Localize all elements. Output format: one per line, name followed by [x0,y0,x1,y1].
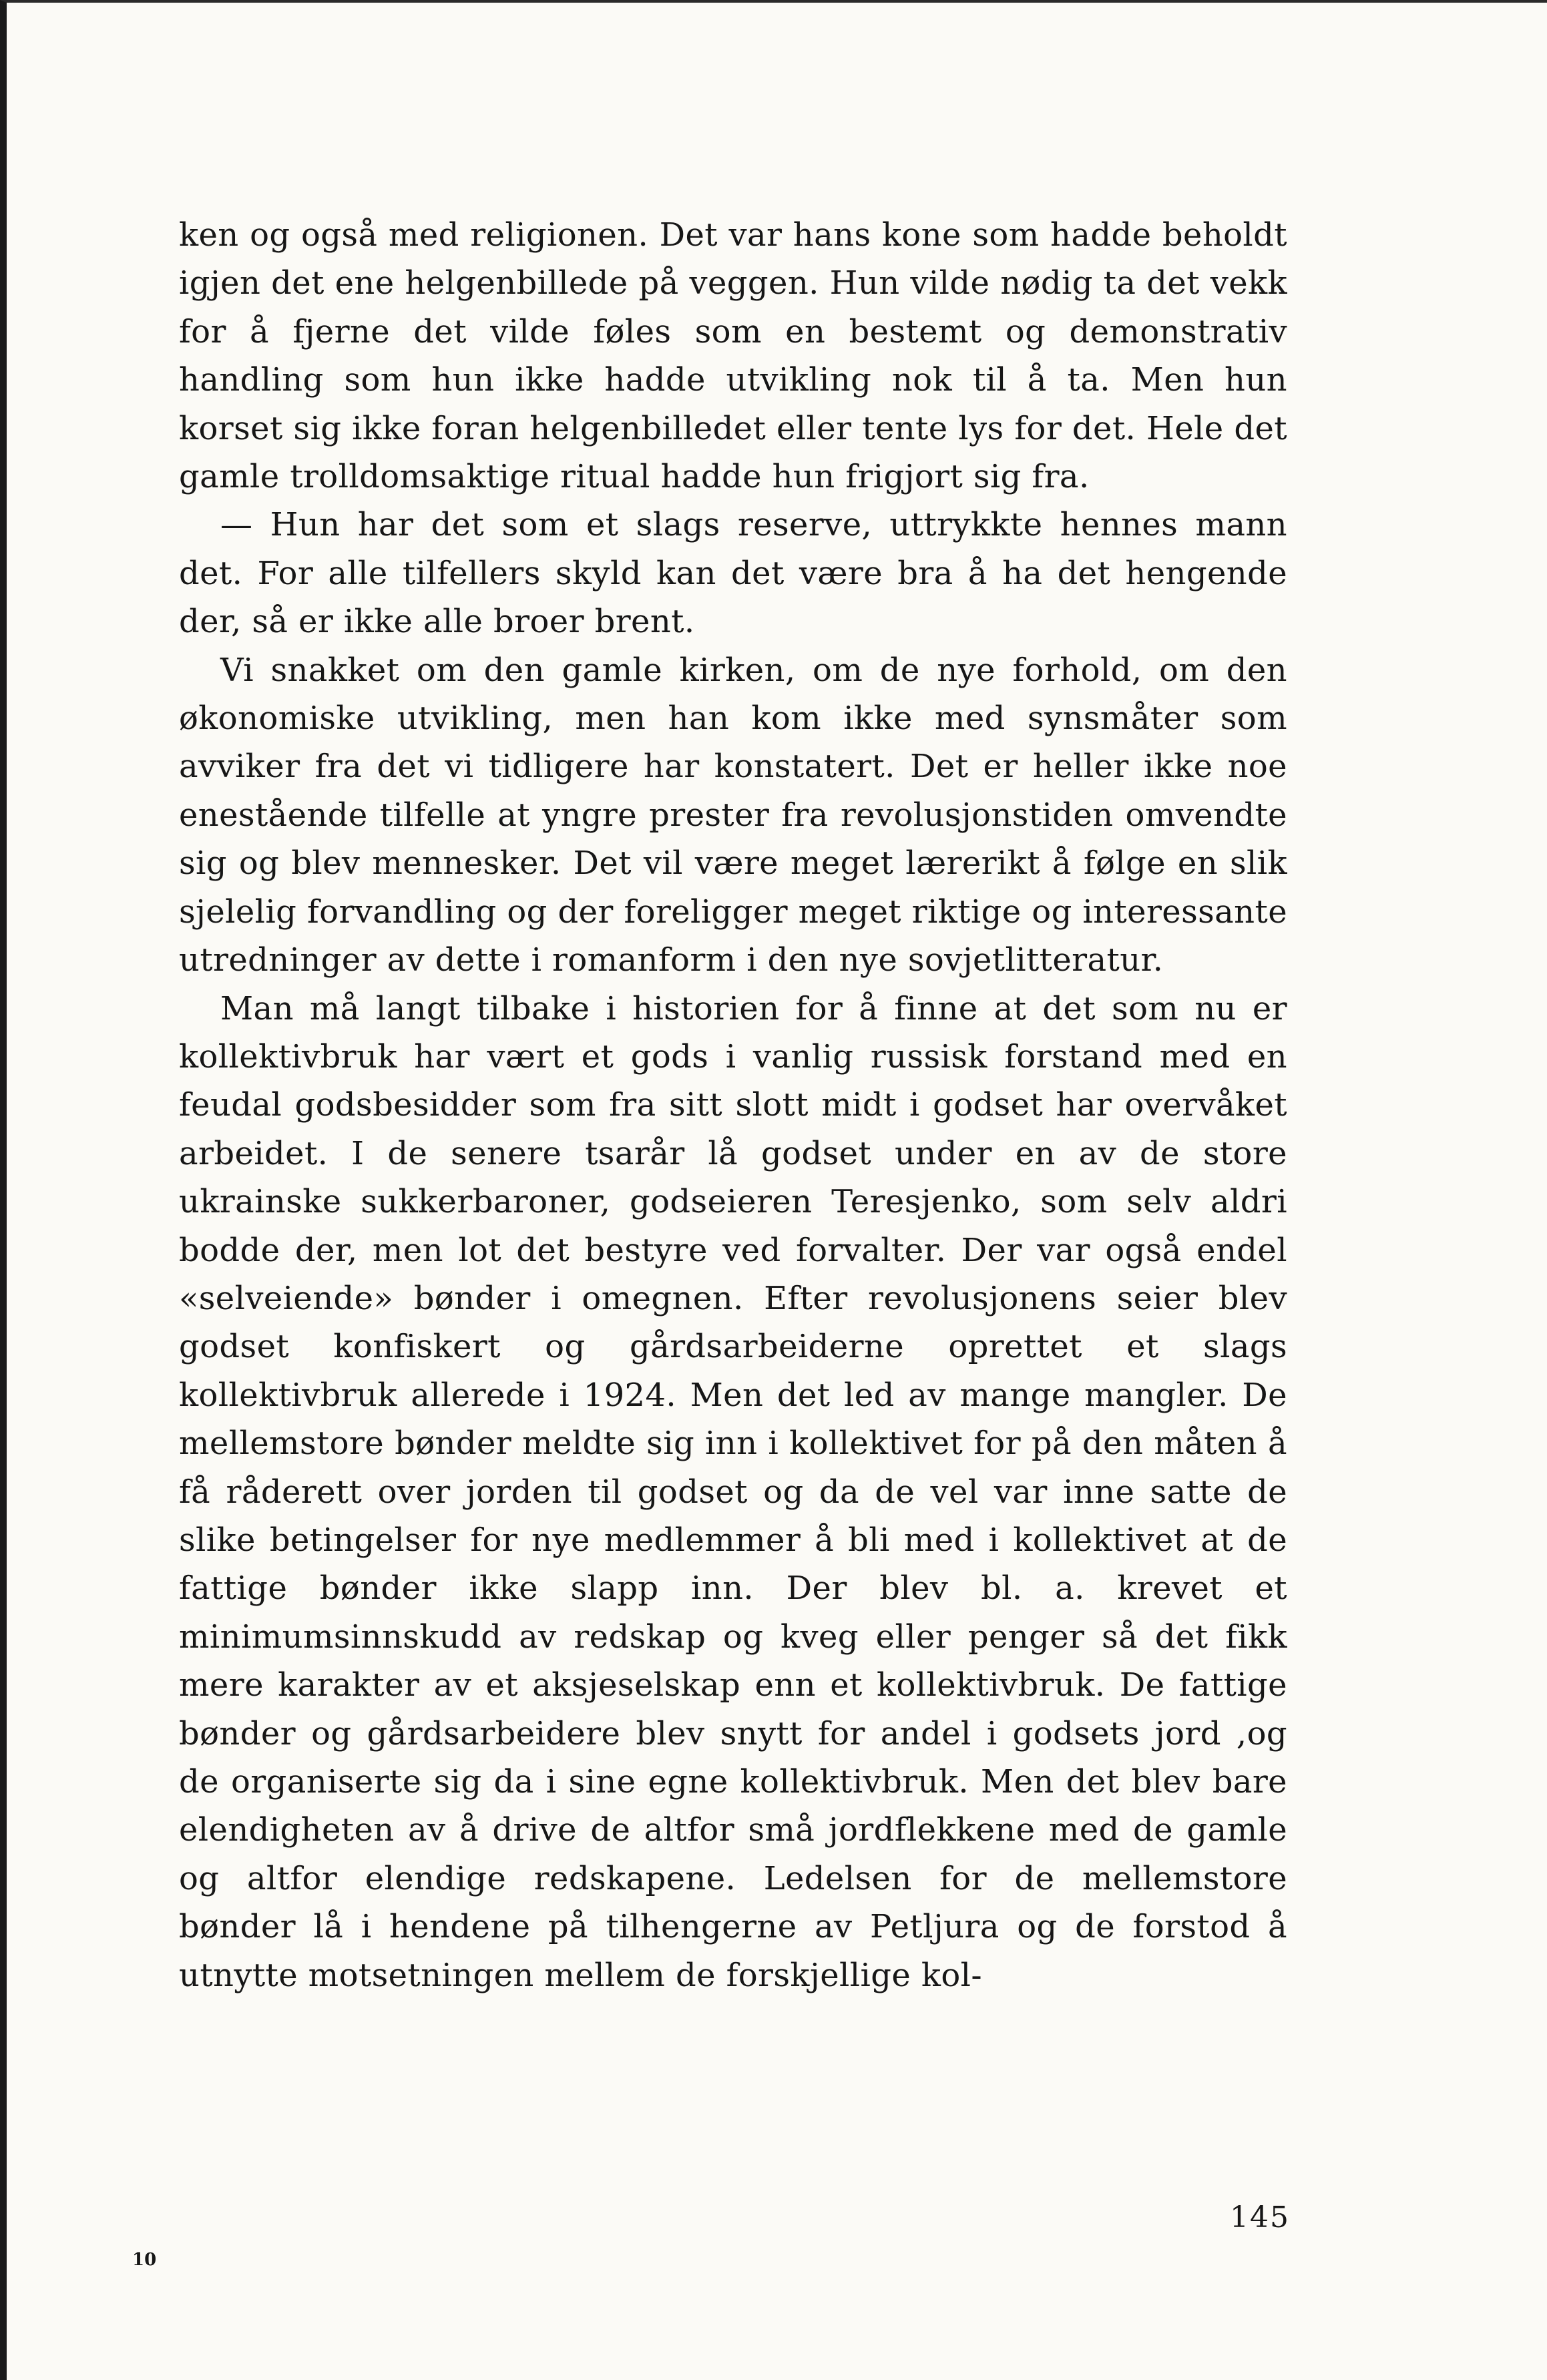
signature-mark: 10 [132,2250,157,2270]
paragraph-2: — Hun har det som et slags reserve, uttrykkte hennes mann det. For alle tilfellers skyld kan det være bra å ha det hengende der, så er ikke alle broer brent. [179,506,1287,641]
page-number: 145 [1230,2200,1290,2234]
body-text [179,211,1287,1999]
paragraph-4: Man må langt tilbake i historien for å finne at det som nu er kollektivbruk har vært et gods i vanlig russisk forstand med en feudal godsbesidder som fra sitt slott midt i godset har overvåket arbeidet. I de senere tsarår lå godset under en av de store ukrainske sukkerbaroner, godseieren Teresjenko, som selv aldri bodde der, men lot det bestyre ved forvalter. Der var også endel «selveiende» bønder i omegnen. Efter revolusjonens seier blev godset konfiskert og gårdsarbeiderne oprettet et slags kollektivbruk allerede i 1924. Men det led av mange mangler. De mellemstore bønder meldte sig inn i kollektivet for på den måten å få råderett over jorden til godset og da de vel var inne satte de slike betingelser for nye medlemmer å bli med i kollektivet at de fattige bønder ikke slapp inn. Der blev bl. a. krevet et minimumsinnskudd av redskap og kveg eller penger så det fikk mere karakter av et aksjeselskap enn et kollektivbruk. De fattige bønder og gårdsarbeidere blev snytt for andel i godsets jord ,og de organiserte sig da i sine egne kollektivbruk. Men det blev bare elendigheten av å drive de altfor små jordflekkene med de gamle og altfor elendige redskapene. Ledelsen for de mellemstore bønder lå i hendene på tilhengerne av Petljura og de forstod å utnytte motsetningen mellem de forskjellige kol- [179,989,1287,1994]
paragraph-3: Vi snakket om den gamle kirken, om de nye forhold, om den økonomiske utvikling, men han kom ikke med synsmåter som avviker fra det vi tidligere har konstatert. Det er heller ikke noe enestående tilfelle at yngre prester fra revolusjonstiden omvendte sig og blev mennesker. Det vil være meget lærerikt å følge en slik sjelelig forvandling og der foreligger meget riktige og interessante utredninger av dette i romanform i den nye sovjetlitteratur. [179,651,1287,979]
paragraph-1: ken og også med religionen. Det var hans kone som hadde beholdt igjen det ene helgenbillede på veggen. Hun vilde nødig ta det vekk for å fjerne det vilde føles som en bestemt og demonstrativ handling som hun ikke hadde utvikling nok til å ta. Men hun korset sig ikke foran helgenbilledet eller tente lys for det. Hele det gamle trolldomsaktige ritual hadde hun frigjort sig fra. [179,216,1287,496]
